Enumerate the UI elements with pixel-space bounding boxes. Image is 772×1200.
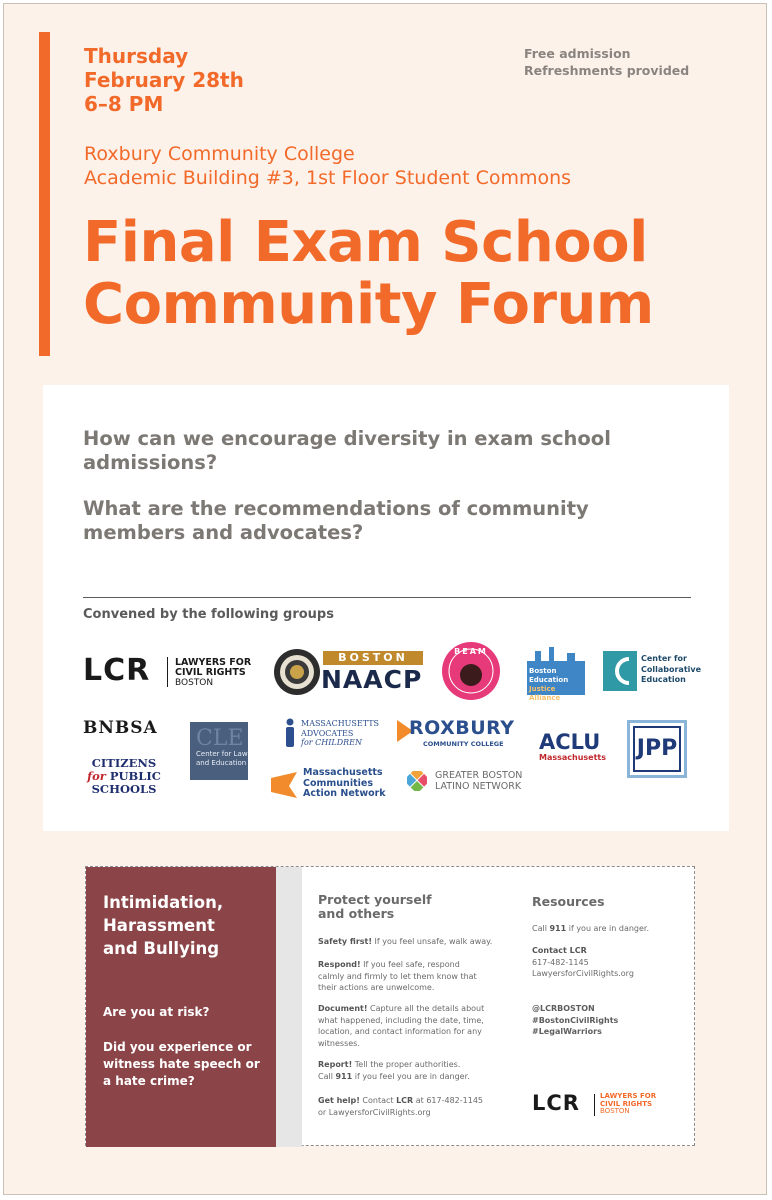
cce-logo [603,651,723,693]
safety-title-line-1: Intimidation, [103,893,224,912]
cps-line-1: CITIZENS [91,756,157,770]
lcr-small-line-2: CIVIL RIGHTS [600,1099,653,1108]
location-line-2: Academic Building #3, 1st Floor Student Commons [84,167,572,189]
tip-report-bold: Report! [318,1060,353,1069]
resource-contact [532,945,682,980]
resources-heading: Resources [532,894,605,909]
jpp-text: JPP [633,726,681,772]
bnbsa-logo: BNBSA [83,718,158,738]
tip-report: Report! Tell the proper authorities. Call 911 if you feel you are in danger. [318,1060,470,1081]
tip-document-bold: Document! [318,1004,368,1013]
cps-line-2: PUBLIC [109,769,161,783]
beam-text: BEAM [454,647,488,656]
lcr-logo-line-3: BOSTON [175,678,214,688]
contact-website: LawyersforCivilRights.org [532,969,634,978]
gbln-mark-icon [407,771,427,791]
protect-heading-line-2: and others [318,906,395,921]
gbln-logo [407,769,537,795]
tip-get-help: Get help! Contact LCR at 617-482-1145 or LawyersforCivilRights.org [318,1096,483,1117]
cps-logo [83,757,165,803]
safety-title [103,891,223,960]
divider [83,597,691,598]
hashtag-boston-civil-rights: #BostonCivilRights [532,1015,619,1025]
beja-line-1: Boston Education [529,667,569,684]
cce-line-3: Education [641,675,686,684]
cle-line-1: Center for Law [196,750,248,758]
mcan-line-2: Communities [303,777,373,789]
lcr-logo-mark: LCR [83,653,151,688]
cps-for: for [87,769,106,783]
forum-panel [43,385,729,831]
contact-lcr-bold: Contact LCR [532,946,587,955]
convened-label: Convened by the following groups [83,607,334,622]
tip-help-bold: Get help! [318,1096,360,1105]
roxbury-text: ROXBURY [409,717,515,739]
resource-call: Call 911 if you are in danger. [532,924,650,933]
mac-logo [283,718,393,750]
beja-line-2: Justice Alliance [529,685,561,702]
lcr-small-line-1: LAWYERS FOR [600,1092,657,1100]
lcr-logo-line-1: LAWYERS FOR [175,657,252,668]
accent-bar [39,32,50,356]
admission-text: Free admission [524,46,631,61]
tip-respond-bold: Respond! [318,960,361,969]
cle-mark: CLE [196,726,244,751]
naacp-boston: BOSTON [323,651,423,665]
mac-line-3: for CHILDREN [301,738,362,747]
tip-safety: Safety first! If you feel unsafe, walk away. [318,937,493,946]
cce-line-2: Collaborative [641,664,702,674]
cle-logo [190,722,248,780]
aclu-text: ACLU [539,730,601,754]
title-line-2: Community Forum [83,272,654,337]
contact-phone: 617-482-1145 [532,957,589,967]
cce-mark-icon [603,651,637,691]
lcr-small-logo [532,1091,672,1119]
location-line-1: Roxbury Community College [84,143,355,165]
event-title [83,212,654,336]
social-handle: @LCRBOSTON [532,1004,595,1013]
question-at-risk: Are you at risk? [103,1005,210,1019]
mcan-line-1: Massachusetts [303,767,383,778]
hashtag-legal-warriors: #LegalWarriors [532,1027,602,1036]
event-date: February 28th [84,68,244,92]
mcan-logo [271,768,401,804]
event-location [84,142,571,190]
mcan-flag-icon [271,772,299,798]
naacp-seal-icon [273,648,321,696]
cps-line-3: SCHOOLS [91,782,157,796]
safety-title-line-2: Harassment [103,916,215,935]
resource-social [532,1003,682,1038]
tip-document: Document! Capture all the details about what happened, including the date, time, location, and contact information for any witnesses. [318,1004,485,1048]
naacp-text: NAACP [321,665,423,694]
event-time: 6–8 PM [84,92,164,116]
title-line-1: Final Exam School [83,210,648,275]
event-day: Thursday [84,44,189,68]
protect-heading [318,893,432,921]
mac-line-1: MASSACHUSETTS [301,719,380,728]
cle-line-2: and Education [196,759,247,767]
tip-respond: Respond! If you feel safe, respond calmly and firmly to let them know that their actions are unwelcome. [318,960,477,992]
lcr-small-mark: LCR [532,1091,580,1115]
question-diversity: How can we encourage diversity in exam school admissions? [83,427,611,474]
safety-title-line-3: and Bullying [103,939,220,958]
safety-red-panel [86,867,276,1147]
mac-figure-icon [283,718,297,748]
help-website: or LawyersforCivilRights.org [318,1107,431,1117]
lcr-logo-line-2: CIVIL RIGHTS [175,667,246,678]
gbln-line-1: GREATER BOSTON [435,770,523,781]
question-hate-speech: Did you experience or witness hate speech or a hate crime? [103,1040,260,1088]
jpp-logo [627,720,687,778]
mac-line-2: ADVOCATES [301,728,354,738]
admission-info [524,45,689,79]
roxbury-sub: COMMUNITY COLLEGE [423,740,504,748]
lcr-small-line-3: BOSTON [600,1107,630,1115]
naacp-logo [273,647,425,697]
cce-line-1: Center for [641,654,687,663]
question-recommendations: What are the recommendations of community members and advocates? [83,497,589,544]
aclu-sub: Massachusetts [539,753,607,762]
safety-stripe [276,867,302,1147]
roxbury-logo [397,719,517,751]
beja-logo [527,647,585,702]
mcan-line-3: Action Network [303,788,386,799]
gbln-line-2: LATINO NETWORK [435,781,522,792]
aclu-logo [539,731,605,765]
event-date-block [84,44,244,116]
event-poster [3,3,767,1195]
refreshments-text: Refreshments provided [524,63,690,78]
beam-logo [441,641,501,701]
safety-box [85,866,695,1146]
protect-heading-line-1: Protect yourself [318,892,432,907]
lcr-logo [83,653,263,693]
tip-safety-bold: Safety first! [318,937,372,946]
